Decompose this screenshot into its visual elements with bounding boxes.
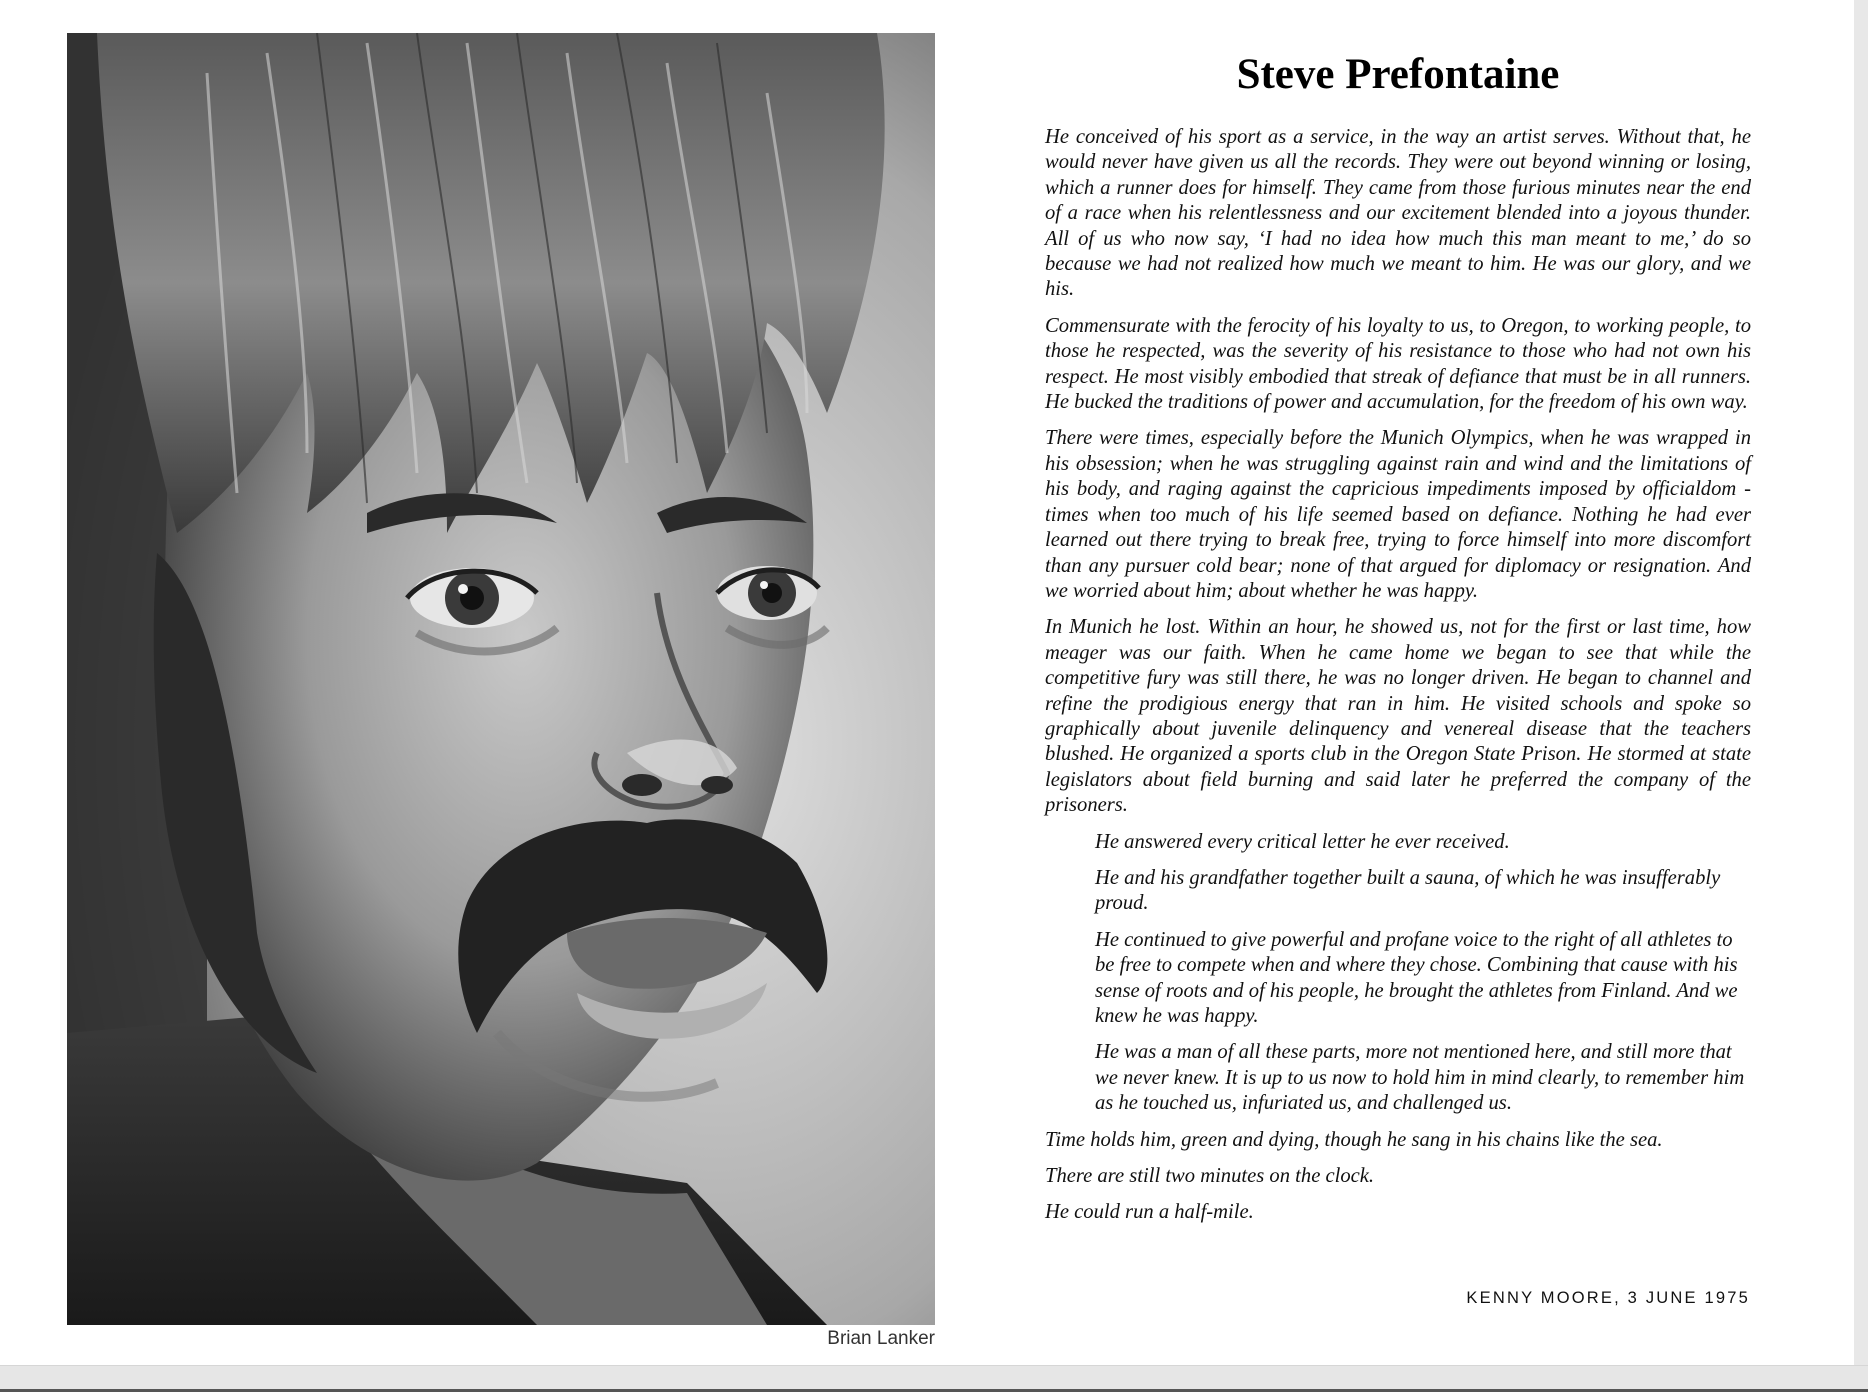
closing-line: There are still two minutes on the clock.: [1045, 1165, 1375, 1188]
indented-paragraph: He continued to give powerful and profane voice to the right of all athletes to be free to compete when and where they chose. Combining that cause with his sense of roots and of his people, he brought the athletes from Finland. And we knew he was happy.: [1095, 928, 1738, 1027]
indented-paragraph: He was a man of all these parts, more not mentioned here, and still more that we never knew. It is up to us now to hold him in mind clearly, to remember him as he touched us, infuriated us, and challenged us.: [1095, 1041, 1745, 1115]
portrait-photo: [67, 33, 935, 1325]
paragraph: He conceived of his sport as a service, in the way an artist serves. Without that, he would never have given us all the records. They were out beyond winning or losing, which a runner does for himself. They came from those furious minutes near the end of a race when his relentlessness and our excitement blended into a joyous thunder. All of us who now say, ‘I had no idea how much this man meant to me,’ do so because we had not realized how much we meant to him. He was our glory, and we his.: [1045, 126, 1751, 301]
viewer-edge-right: [1854, 0, 1868, 1392]
author-signature: KENNY MOORE, 3 JUNE 1975: [1466, 1289, 1750, 1307]
photo-credit: Brian Lanker: [827, 1328, 935, 1349]
indented-paragraph: He answered every critical letter he ever received.: [1095, 830, 1510, 853]
portrait-image: [67, 33, 935, 1325]
page-title: Steve Prefontaine: [1236, 51, 1560, 98]
viewer-edge-bottom: [0, 1365, 1868, 1392]
essay-body: [1045, 125, 1751, 1237]
closing-line: He could run a half-mile.: [1045, 1201, 1254, 1224]
indented-paragraph: He and his grandfather together built a sauna, of which he was insufferably proud.: [1095, 866, 1721, 915]
paragraph: Commensurate with the ferocity of his loyalty to us, to Oregon, to working people, to those he respected, was the severity of his resistance to those who had not own his respect. He most visibly embodied that streak of defiance that must be in all runners. He bucked the traditions of power and accumulation, for the freedom of his own way.: [1045, 314, 1751, 414]
paragraph: There were times, especially before the Munich Olympics, when he was wrapped in his obsession; when he was struggling against rain and wind and the limitations of his body, and raging against the capricious impediments imposed by officialdom - times when too much of his life seemed based on defiance. Nothing he had ever learned out there trying to break free, trying to force himself into more discomfort than any pursuer cold bear; none of that argued for diplomacy or resignation. And we worried about him; about whether he was happy.: [1045, 427, 1751, 602]
closing-line: Time holds him, green and dying, though he sang in his chains like the sea.: [1045, 1128, 1663, 1151]
paragraph: In Munich he lost. Within an hour, he showed us, not for the first or last time, how meager was our faith. When he came home we began to see that while the competitive fury was still there, he was no longer driven. He began to channel and refine the prodigious energy that ran in him. He visited schools and spoke so graphically about juvenile delinquency and venereal disease that the teachers blushed. He organized a sports club in the Oregon State Prison. He stormed at state legislators about field burning and said later he preferred the company of the prisoners.: [1045, 616, 1751, 817]
